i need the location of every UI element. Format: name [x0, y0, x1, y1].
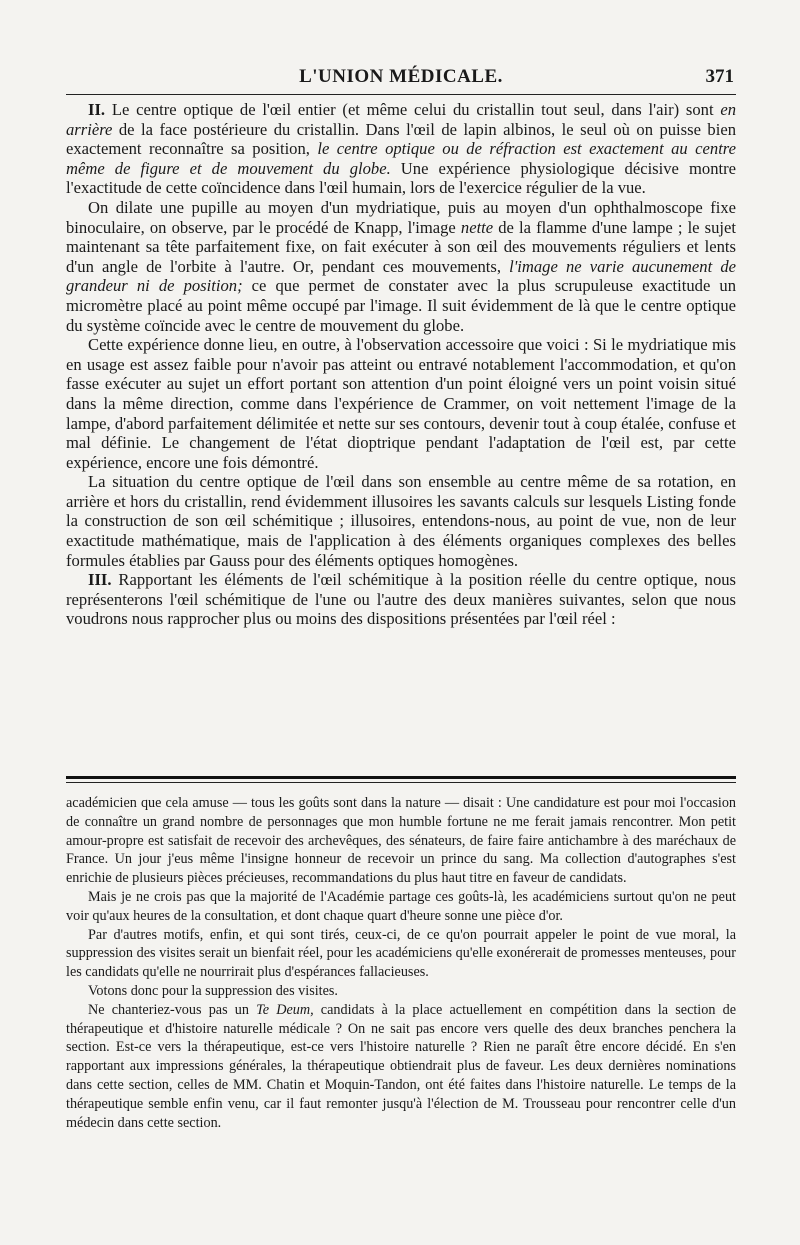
paragraph-situation: La situation du centre optique de l'œil dans son ensemble au centre même de sa rotation, en arrière et hors du cristallin, rend évidemment illusoires les savants calculs sur lesquels Listing fonde la construction de son œil schémitique ; illusoires, entendons-nous, au point de vue, non de leur exactitude mathématique, mais de l'application à des éléments organiques complexes des belles formules établies par Gauss pour des éléments optiques homogènes. [66, 472, 736, 570]
feuilleton-paragraph: Par d'autres motifs, enfin, et qui sont tirés, ceux-ci, de ce qu'on pourrait appeler le point de vue moral, la suppression des visites serait un bienfait réel, pour les académiciens qu'elle exonérerait de promesses menteuses, pour les candidats qu'elle ne nourrirait plus d'espérances fallacieuses. [66, 926, 736, 981]
feuilleton-paragraph: académicien que cela amuse — tous les goûts sont dans la nature — disait : Une candidature est pour moi l'occasion de connaître un grand nombre de personnages que mon humble fortune ne me ferait jamais rencontrer. Mon petit amour-propre est satisfait de recevoir des archevêques, des sénateurs, de faire faire antichambre à des maréchaux de France. Un jour j'eus même l'insigne honneur de recevoir un prince du sang. Ma collection d'autographes s'est enrichie de plusieurs pièces précieuses, recommandations du plus haut titre en faveur de candidats. [66, 795, 736, 887]
feuilleton-paragraph: Mais je ne crois pas que la majorité de l'Académie partage ces goûts-là, les académiciens surtout qu'on ne peut voir qu'aux heures de la consultation, et dont chaque quart d'heure sonne une pièce d'or. [66, 888, 736, 924]
feuilleton-rule-top [66, 776, 736, 779]
journal-title: L'UNION MÉDICALE. [299, 66, 503, 87]
section-number: II. [88, 100, 106, 119]
header-rule [66, 94, 736, 95]
upper-article [66, 100, 736, 629]
paragraph-iii: III. Rapportant les éléments de l'œil schémitique à la position réelle du centre optique, nous représenterons l'œil schémitique de l'une ou l'autre des deux manières suivantes, selon que nous voudrons nous rapprocher plus ou moins des dispositions présentées par l'œil réel : [66, 570, 736, 629]
page-number: 371 [705, 66, 734, 87]
paragraph-mydriatique: On dilate une pupille au moyen d'un mydriatique, puis au moyen d'un ophthalmoscope fixe binoculaire, on observe, par le procédé de Knapp, l'image nette de la flamme d'une lampe ; le sujet maintenant sa tête parfaitement fixe, on fait exécuter à son œil des mouvements réguliers et lents d'un angle de l'orbite à l'autre. Or, pendant ces mouvements, l'image ne varie aucunement de grandeur ni de position; ce que permet de constater avec la plus scrupuleuse exactitude un micromètre placé au point même occupé par l'image. Il suit évidemment de là que le centre optique du système coïncide avec le centre de mouvement du globe. [66, 197, 736, 335]
feuilleton-rule-bottom [66, 782, 736, 783]
running-header [66, 60, 736, 90]
paragraph-experience: Cette expérience donne lieu, en outre, à l'observation accessoire que voici : Si le mydriatique mis en usage est assez faible pour n'avoir pas atteint ou entravé notablement l'accommodation, et qu'on fasse exécuter au sujet un effort portant son attention d'un point éloigné vers un point voisin situé dans la même direction, comme dans l'expérience de Crammer, on voit nettement l'image de la lampe, d'abord parfaitement délimitée et nette sur ses contours, devenir tout à coup étalée, confuse et mal définie. Le changement de l'état dioptrique pendant l'adaptation de l'œil est, par cette expérience, encore une fois démontré. [66, 335, 736, 472]
feuilleton-paragraph: Votons donc pour la suppression des visites. [88, 982, 338, 999]
section-number: III. [88, 570, 112, 590]
feuilleton-column [66, 794, 736, 1132]
paragraph-ii: II. Le centre optique de l'œil entier (et même celui du cristallin tout seul, dans l'air) sont en arrière de la face postérieure du cristallin. Dans l'œil de lapin albinos, le seul où on puisse bien exactement reconnaître sa position, le centre optique ou de réfraction est exactement au centre même de figure et de mouvement du globe. Une expérience physiologique décisive montre l'exactitude de cette coïncidence dans l'œil humain, lors de l'exercice régulier de la vue. [66, 100, 737, 198]
feuilleton-paragraph: Ne chanteriez-vous pas un Te Deum, candidats à la place actuellement en compétition dans la section de thérapeutique et d'histoire naturelle médicale ? On ne sait pas encore vers quelle des deux branches penchera la section. Est-ce vers la thérapeutique, est-ce vers l'histoire naturelle ? Rien ne paraît être encore décidé. En s'en rapportant aux impressions générales, la thérapeutique obtiendrait plus de faveur. Les deux dernières nominations dans cette section, celles de MM. Chatin et Moquin-Tandon, ont été faites dans l'histoire naturelle. Le temps de la thérapeutique semble enfin venu, car il faut remonter jusqu'à l'élection de M. Trousseau pour rencontrer celle d'un médecin dans cette section. [66, 1001, 736, 1131]
